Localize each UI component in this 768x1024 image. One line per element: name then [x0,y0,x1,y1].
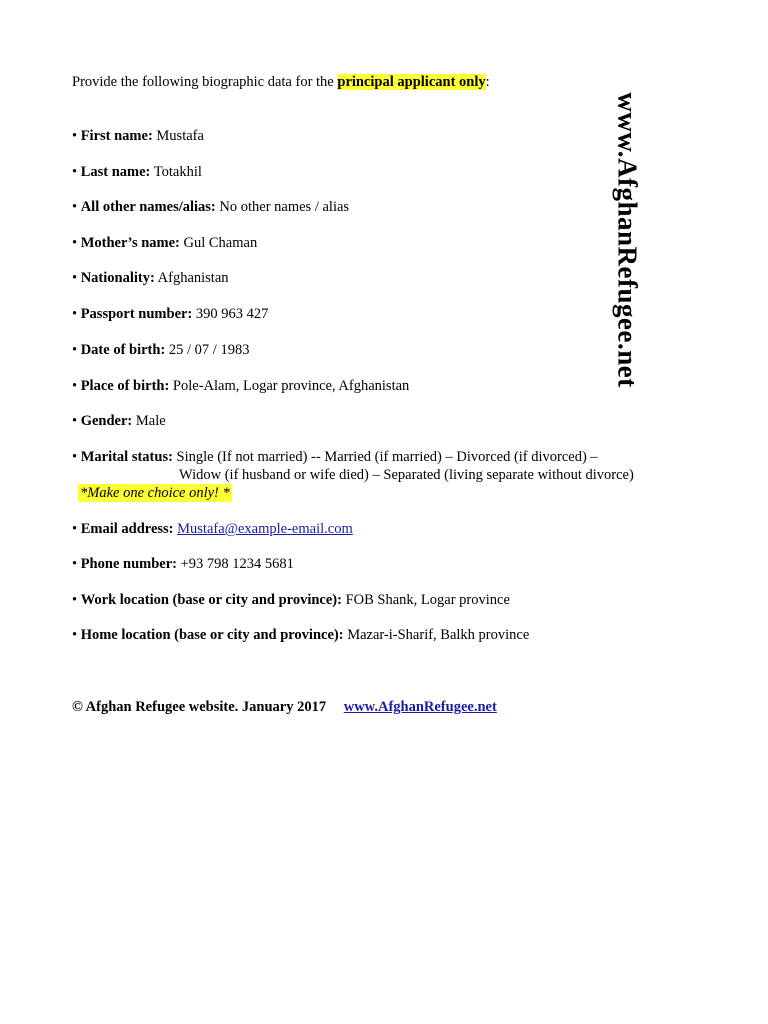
field-value-line1: Single (If not married) -- Married (if married) – Divorced (if divorced) – [176,449,598,465]
field-value: Mazar-i-Sharif, Balkh province [347,627,530,643]
field-home-location [72,626,529,644]
intro-prefix: Provide the following biographic data for the [72,74,338,90]
field-label: Gender: [80,413,133,429]
vertical-watermark: www.AfghanRefugee.net [612,92,643,388]
field-first-name [72,127,204,145]
field-label: Nationality: [80,270,155,286]
field-marital-status [72,448,598,466]
footer-copyright: © Afghan Refugee website. January 2017 [72,699,327,715]
field-value: Totakhil [153,164,202,180]
field-label: Date of birth: [80,342,166,358]
bullet: • [72,413,78,429]
email-link[interactable]: Mustafa@example-email.com [177,521,353,537]
bullet: • [72,449,78,465]
field-last-name [72,163,202,181]
field-label: All other names/alias: [80,199,216,215]
bullet: • [72,306,78,322]
bullet: • [72,199,78,215]
field-label: Email address: [80,521,174,537]
field-label: Place of birth: [80,378,170,394]
marital-status-note: *Make one choice only! * [80,485,230,501]
bullet: • [72,270,78,286]
field-value: Gul Chaman [183,235,258,251]
field-phone [72,555,294,573]
field-label: Passport number: [80,306,193,322]
field-label: Mother’s name: [80,235,180,251]
intro-text [72,73,490,91]
field-value: 25 / 07 / 1983 [168,342,250,358]
field-work-location [72,591,510,609]
field-mothers-name [72,234,257,252]
field-value: No other names / alias [219,199,350,215]
bullet: • [72,164,78,180]
field-label: Phone number: [80,556,177,572]
bullet: • [72,556,78,572]
bullet: • [72,521,78,537]
field-gender [72,412,166,430]
bullet: • [72,128,78,144]
intro-highlight: principal applicant only [337,74,486,90]
field-label: Last name: [80,164,151,180]
field-label: Home location (base or city and province): [80,627,344,643]
footer-link[interactable]: www.AfghanRefugee.net [343,699,497,715]
field-label: Work location (base or city and province): [80,592,342,608]
field-date-of-birth [72,341,249,359]
field-value: 390 963 427 [195,306,269,322]
field-label: Marital status: [80,449,173,465]
field-value: Afghanistan [157,270,229,286]
bullet: • [72,342,78,358]
intro-suffix: : [485,74,490,90]
field-value: FOB Shank, Logar province [345,592,510,608]
bullet: • [72,627,78,643]
field-nationality [72,269,229,287]
field-email [72,520,353,538]
field-place-of-birth [72,377,409,395]
field-passport-number [72,305,268,323]
footer [72,698,497,716]
field-other-names [72,198,349,216]
marital-status-line2: Widow (if husband or wife died) – Separated (living separate without divorce) [179,467,634,483]
field-value: Pole-Alam, Logar province, Afghanistan [172,378,410,394]
field-value: Male [135,413,166,429]
field-value: +93 798 1234 5681 [180,556,294,572]
field-label: First name: [80,128,153,144]
bullet: • [72,378,78,394]
bullet: • [72,592,78,608]
field-value: Mustafa [156,128,204,144]
bullet: • [72,235,78,251]
